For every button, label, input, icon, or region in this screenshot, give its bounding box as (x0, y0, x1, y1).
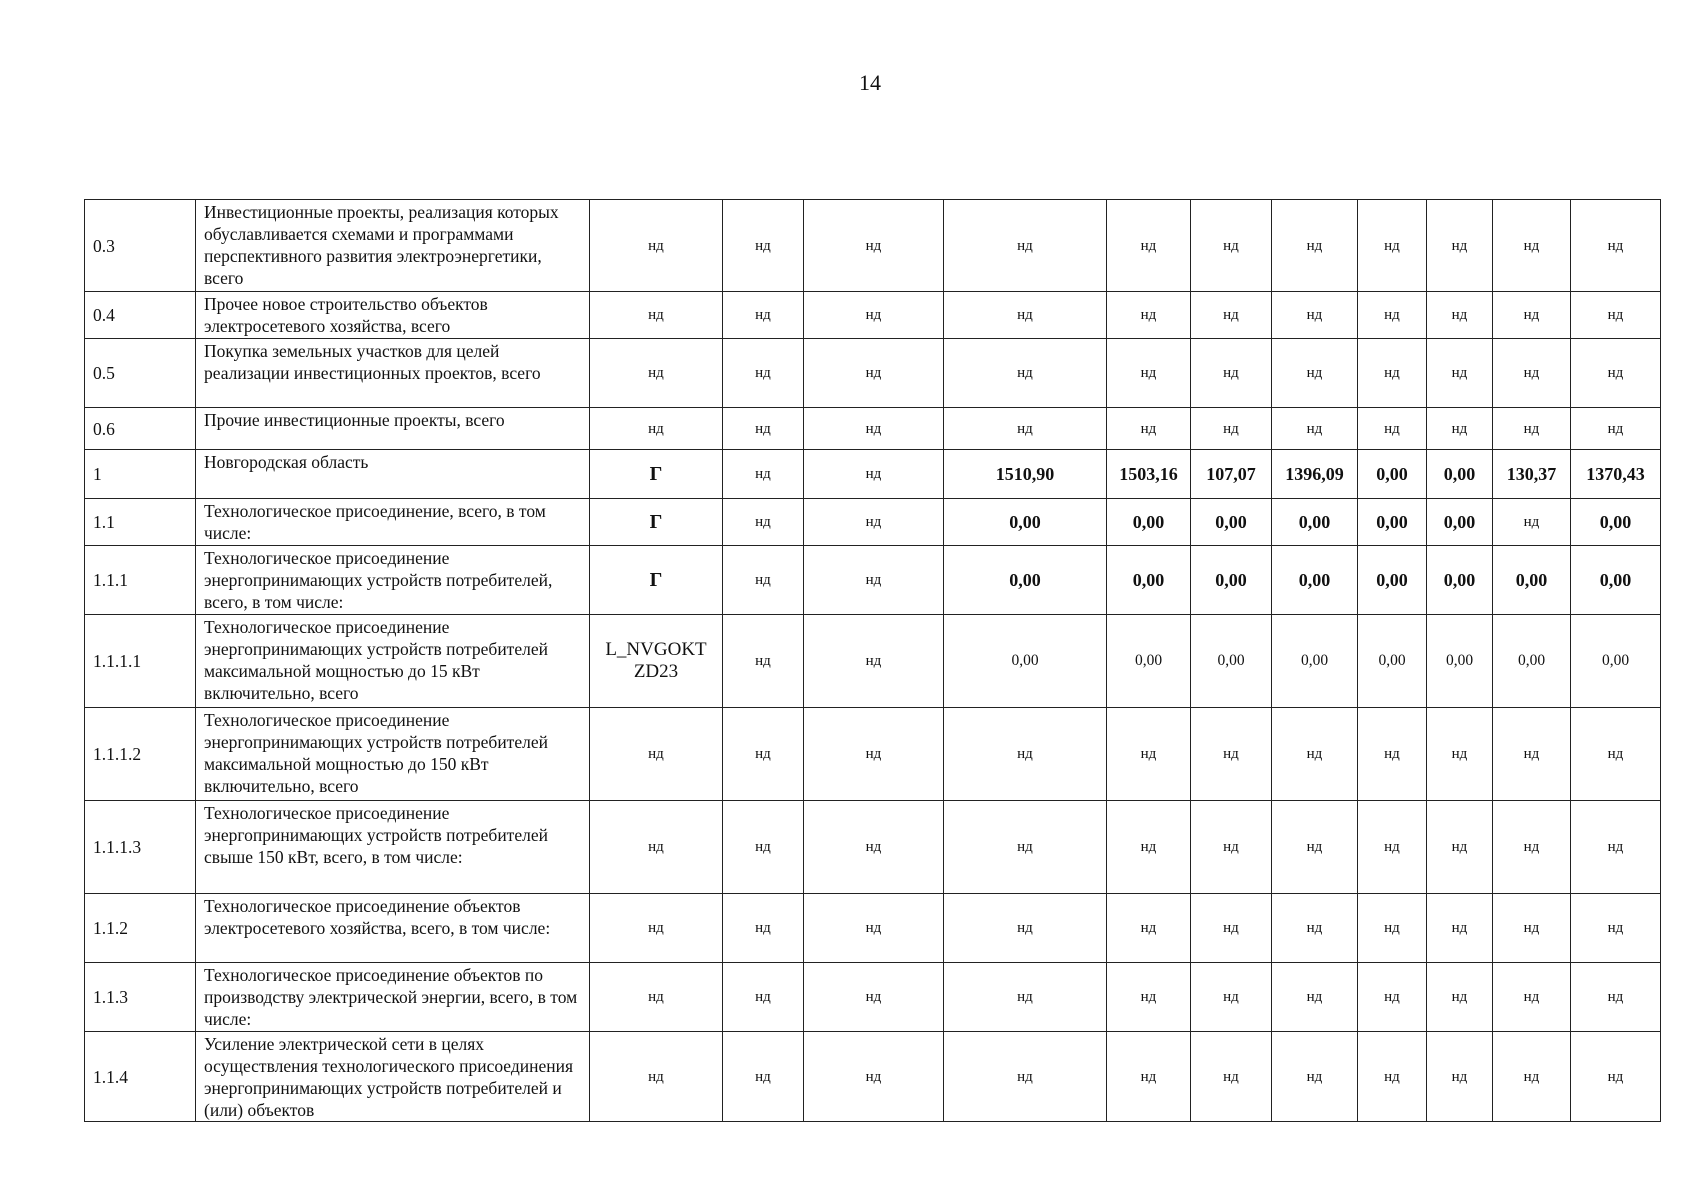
value-cell-6: нд (1191, 339, 1272, 408)
value-cell-4: нд (944, 894, 1107, 963)
value-cell-3: нд (804, 963, 944, 1032)
value-cell-6: нд (1191, 963, 1272, 1032)
value-cell-4: нд (944, 801, 1107, 894)
table-row (85, 499, 1661, 546)
row-code: 1.1.2 (85, 894, 196, 963)
value-cell-1: нд (590, 292, 723, 339)
value-cell-5: 0,00 (1107, 499, 1191, 546)
value-cell-6: нд (1191, 408, 1272, 450)
value-cell-11: нд (1571, 963, 1661, 1032)
value-cell-10: нд (1493, 499, 1571, 546)
value-cell-2: нд (723, 499, 804, 546)
value-cell-3: нд (804, 339, 944, 408)
value-cell-3: нд (804, 708, 944, 801)
value-cell-10: нд (1493, 1032, 1571, 1122)
value-cell-5: нд (1107, 339, 1191, 408)
value-cell-9: 0,00 (1427, 450, 1493, 499)
value-cell-10: нд (1493, 200, 1571, 292)
value-cell-7: 0,00 (1272, 499, 1358, 546)
value-cell-2: нд (723, 292, 804, 339)
value-cell-7: нд (1272, 1032, 1358, 1122)
value-cell-11: нд (1571, 708, 1661, 801)
row-name: Технологическое присоединение энергопринимающих устройств потребителей свыше 150 кВт, всего, в том числе: (196, 801, 590, 894)
row-name: Технологическое присоединение, всего, в том числе: (196, 499, 590, 546)
value-cell-5: нд (1107, 292, 1191, 339)
value-cell-7: 0,00 (1272, 615, 1358, 708)
value-cell-9: 0,00 (1427, 615, 1493, 708)
table-row (85, 546, 1661, 615)
table-row (85, 615, 1661, 708)
value-cell-8: нд (1358, 963, 1427, 1032)
value-cell-6: нд (1191, 292, 1272, 339)
value-cell-10: нд (1493, 292, 1571, 339)
value-cell-6: 0,00 (1191, 499, 1272, 546)
row-code: 1.1.1 (85, 546, 196, 615)
value-cell-11: нд (1571, 200, 1661, 292)
row-name: Технологическое присоединение объектов по производству электрической энергии, всего, в том числе: (196, 963, 590, 1032)
value-cell-10: 130,37 (1493, 450, 1571, 499)
value-cell-7: нд (1272, 894, 1358, 963)
value-cell-10: нд (1493, 801, 1571, 894)
page-number: 14 (859, 70, 881, 95)
value-cell-1: нд (590, 200, 723, 292)
value-cell-6: 107,07 (1191, 450, 1272, 499)
value-cell-5: 0,00 (1107, 615, 1191, 708)
value-cell-3: нд (804, 894, 944, 963)
value-cell-7: нд (1272, 339, 1358, 408)
value-cell-4: 1510,90 (944, 450, 1107, 499)
row-name: Прочее новое строительство объектов электросетевого хозяйства, всего (196, 292, 590, 339)
value-cell-2: нд (723, 339, 804, 408)
value-cell-11: 0,00 (1571, 546, 1661, 615)
table-row (85, 339, 1661, 408)
value-cell-8: нд (1358, 801, 1427, 894)
value-cell-1: нд (590, 408, 723, 450)
investment-table (84, 199, 1661, 1122)
value-cell-1: нд (590, 963, 723, 1032)
value-cell-5: нд (1107, 894, 1191, 963)
value-cell-8: нд (1358, 339, 1427, 408)
row-code: 0.5 (85, 339, 196, 408)
value-cell-3: нд (804, 292, 944, 339)
value-cell-7: 0,00 (1272, 546, 1358, 615)
value-cell-7: нд (1272, 408, 1358, 450)
value-cell-1: нд (590, 801, 723, 894)
value-cell-8: 0,00 (1358, 450, 1427, 499)
value-cell-6: нд (1191, 708, 1272, 801)
value-cell-2: нд (723, 801, 804, 894)
row-name: Усиление электрической сети в целях осуществления технологического присоединения энергопринимающих устройств потребителей и (или) объектов (196, 1032, 590, 1122)
value-cell-8: 0,00 (1358, 615, 1427, 708)
table-row (85, 894, 1661, 963)
value-cell-3: нд (804, 615, 944, 708)
value-cell-4: нд (944, 1032, 1107, 1122)
value-cell-10: нд (1493, 339, 1571, 408)
value-cell-3: нд (804, 200, 944, 292)
table-row (85, 408, 1661, 450)
value-cell-11: нд (1571, 408, 1661, 450)
value-cell-10: нд (1493, 708, 1571, 801)
value-cell-7: 1396,09 (1272, 450, 1358, 499)
value-cell-1: Г (590, 450, 723, 499)
value-cell-6: 0,00 (1191, 615, 1272, 708)
value-cell-9: 0,00 (1427, 499, 1493, 546)
value-cell-11: нд (1571, 292, 1661, 339)
value-cell-8: нд (1358, 200, 1427, 292)
value-cell-2: нд (723, 408, 804, 450)
row-name: Технологическое присоединение объектов электросетевого хозяйства, всего, в том числе: (196, 894, 590, 963)
value-cell-4: 0,00 (944, 615, 1107, 708)
value-cell-6: нд (1191, 801, 1272, 894)
value-cell-9: нд (1427, 708, 1493, 801)
value-cell-3: нд (804, 1032, 944, 1122)
table-row (85, 292, 1661, 339)
value-cell-5: нд (1107, 200, 1191, 292)
value-cell-6: нд (1191, 894, 1272, 963)
value-cell-11: нд (1571, 339, 1661, 408)
value-cell-6: 0,00 (1191, 546, 1272, 615)
row-name: Технологическое присоединение энергопринимающих устройств потребителей максимальной мощностью до 15 кВт включительно, всего (196, 615, 590, 708)
value-cell-5: нд (1107, 408, 1191, 450)
row-code: 1.1.4 (85, 1032, 196, 1122)
row-code: 0.3 (85, 200, 196, 292)
value-cell-5: нд (1107, 708, 1191, 801)
row-name: Покупка земельных участков для целей реализации инвестиционных проектов, всего (196, 339, 590, 408)
row-name: Технологическое присоединение энергопринимающих устройств потребителей, всего, в том числе: (196, 546, 590, 615)
value-cell-1: L_NVGOKT ZD23 (590, 615, 723, 708)
value-cell-5: нд (1107, 963, 1191, 1032)
value-cell-9: нд (1427, 292, 1493, 339)
value-cell-7: нд (1272, 292, 1358, 339)
value-cell-5: нд (1107, 1032, 1191, 1122)
value-cell-1: Г (590, 546, 723, 615)
value-cell-2: нд (723, 615, 804, 708)
value-cell-8: 0,00 (1358, 546, 1427, 615)
value-cell-6: нд (1191, 1032, 1272, 1122)
row-code: 1.1.3 (85, 963, 196, 1032)
value-cell-10: нд (1493, 408, 1571, 450)
value-cell-9: нд (1427, 894, 1493, 963)
row-code: 1.1 (85, 499, 196, 546)
value-cell-1: нд (590, 708, 723, 801)
value-cell-11: нд (1571, 894, 1661, 963)
value-cell-6: нд (1191, 200, 1272, 292)
value-cell-4: нд (944, 708, 1107, 801)
value-cell-11: нд (1571, 1032, 1661, 1122)
value-cell-1: нд (590, 894, 723, 963)
value-cell-8: нд (1358, 408, 1427, 450)
row-code: 1.1.1.2 (85, 708, 196, 801)
value-cell-4: 0,00 (944, 546, 1107, 615)
value-cell-3: нд (804, 408, 944, 450)
value-cell-10: 0,00 (1493, 546, 1571, 615)
row-name: Новгородская область (196, 450, 590, 499)
value-cell-11: нд (1571, 801, 1661, 894)
value-cell-10: нд (1493, 963, 1571, 1032)
row-name: Прочие инвестиционные проекты, всего (196, 408, 590, 450)
row-code: 1.1.1.3 (85, 801, 196, 894)
table-row (85, 963, 1661, 1032)
value-cell-7: нд (1272, 963, 1358, 1032)
value-cell-7: нд (1272, 200, 1358, 292)
value-cell-4: 0,00 (944, 499, 1107, 546)
value-cell-11: 0,00 (1571, 499, 1661, 546)
value-cell-9: нд (1427, 408, 1493, 450)
value-cell-9: нд (1427, 801, 1493, 894)
value-cell-2: нд (723, 708, 804, 801)
value-cell-3: нд (804, 546, 944, 615)
row-name: Инвестиционные проекты, реализация которых обуславливается схемами и программами перспективного развития электроэнергетики, всего (196, 200, 590, 292)
value-cell-2: нд (723, 200, 804, 292)
value-cell-9: 0,00 (1427, 546, 1493, 615)
value-cell-4: нд (944, 200, 1107, 292)
row-name: Технологическое присоединение энергопринимающих устройств потребителей максимальной мощностью до 150 кВт включительно, всего (196, 708, 590, 801)
row-code: 1.1.1.1 (85, 615, 196, 708)
table-row (85, 1032, 1661, 1122)
value-cell-3: нд (804, 499, 944, 546)
value-cell-4: нд (944, 339, 1107, 408)
value-cell-4: нд (944, 963, 1107, 1032)
value-cell-5: 0,00 (1107, 546, 1191, 615)
value-cell-11: 1370,43 (1571, 450, 1661, 499)
row-code: 0.4 (85, 292, 196, 339)
value-cell-2: нд (723, 963, 804, 1032)
value-cell-10: 0,00 (1493, 615, 1571, 708)
value-cell-2: нд (723, 546, 804, 615)
value-cell-10: нд (1493, 894, 1571, 963)
value-cell-8: нд (1358, 292, 1427, 339)
table-row (85, 801, 1661, 894)
value-cell-8: 0,00 (1358, 499, 1427, 546)
value-cell-9: нд (1427, 200, 1493, 292)
value-cell-3: нд (804, 450, 944, 499)
table-row (85, 200, 1661, 292)
value-cell-1: нд (590, 1032, 723, 1122)
value-cell-8: нд (1358, 1032, 1427, 1122)
value-cell-7: нд (1272, 708, 1358, 801)
value-cell-2: нд (723, 450, 804, 499)
value-cell-2: нд (723, 1032, 804, 1122)
value-cell-4: нд (944, 292, 1107, 339)
table-row (85, 450, 1661, 499)
table-row (85, 708, 1661, 801)
value-cell-7: нд (1272, 801, 1358, 894)
value-cell-5: 1503,16 (1107, 450, 1191, 499)
value-cell-11: 0,00 (1571, 615, 1661, 708)
value-cell-9: нд (1427, 339, 1493, 408)
value-cell-2: нд (723, 894, 804, 963)
value-cell-8: нд (1358, 894, 1427, 963)
value-cell-3: нд (804, 801, 944, 894)
value-cell-1: Г (590, 499, 723, 546)
row-code: 0.6 (85, 408, 196, 450)
value-cell-1: нд (590, 339, 723, 408)
value-cell-4: нд (944, 408, 1107, 450)
value-cell-5: нд (1107, 801, 1191, 894)
value-cell-9: нд (1427, 963, 1493, 1032)
value-cell-8: нд (1358, 708, 1427, 801)
value-cell-9: нд (1427, 1032, 1493, 1122)
row-code: 1 (85, 450, 196, 499)
